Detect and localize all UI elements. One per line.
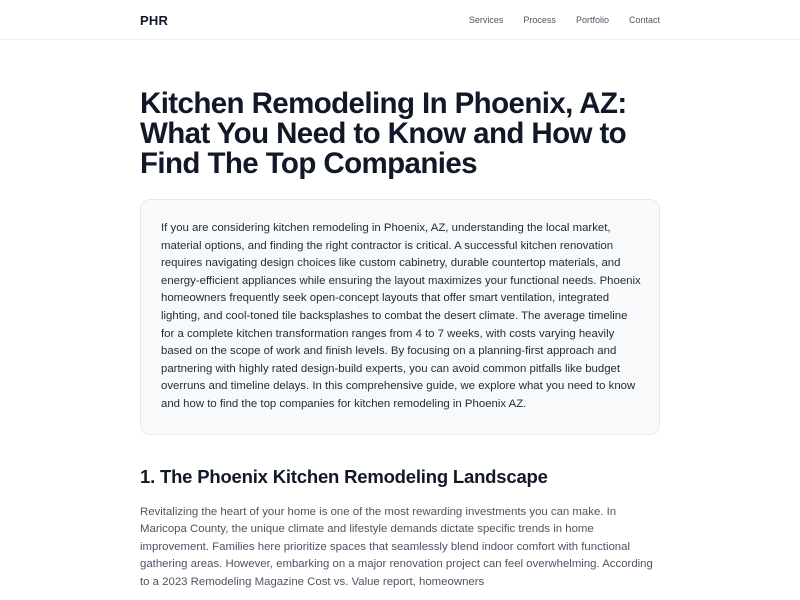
article-main: [140, 89, 660, 592]
summary-text: If you are considering kitchen remodeling in Phoenix, AZ, understanding the local market, material options, and finding the right contractor is critical. A successful kitchen renovation requires navigating design choices like custom cabinetry, durable countertop materials, and energy-efficient appliances while ensuring the layout maximizes your functional needs. Phoenix homeowners frequently seek open-concept layouts that offer smart ventilation, integrated lighting, and cool-toned tile backsplashes to combat the desert climate. The average timeline for a complete kitchen transformation ranges from 4 to 7 weeks, with costs varying heavily based on the scope of work and finish levels. By focusing on a planning-first approach and partnering with highly rated design-build experts, you can avoid common pitfalls like budget overruns and timeline delays. In this comprehensive guide, we explore what you need to know and how to find the top companies for kitchen remodeling in Phoenix AZ.: [161, 222, 641, 410]
header-inner: [140, 0, 660, 40]
section-paragraph: Revitalizing the heart of your home is one of the most rewarding investments you can make. In Maricopa County, the unique climate and lifestyle demands dictate specific trends in home improvement. Families here prioritize spaces that seamlessly blend indoor comfort with functional gathering areas. However, embarking on a major renovation project can feel overwhelming. According to a 2023 Remodeling Magazine Cost vs. Value report, homeowners: [140, 505, 653, 588]
nav-link-process[interactable]: Process: [523, 15, 556, 25]
summary-box: [140, 199, 660, 435]
section-heading: 1. The Phoenix Kitchen Remodeling Landscape: [140, 465, 548, 487]
site-header: [0, 0, 800, 40]
site-logo[interactable]: PHR: [140, 12, 169, 28]
nav-link-portfolio[interactable]: Portfolio: [575, 15, 609, 25]
main-nav: [469, 15, 660, 25]
article-title: Kitchen Remodeling In Phoenix, AZ: What You Need to Know and How to Find The Top Companies: [140, 87, 627, 180]
nav-link-services[interactable]: Services: [468, 15, 504, 25]
nav-link-contact[interactable]: Contact: [628, 15, 660, 25]
